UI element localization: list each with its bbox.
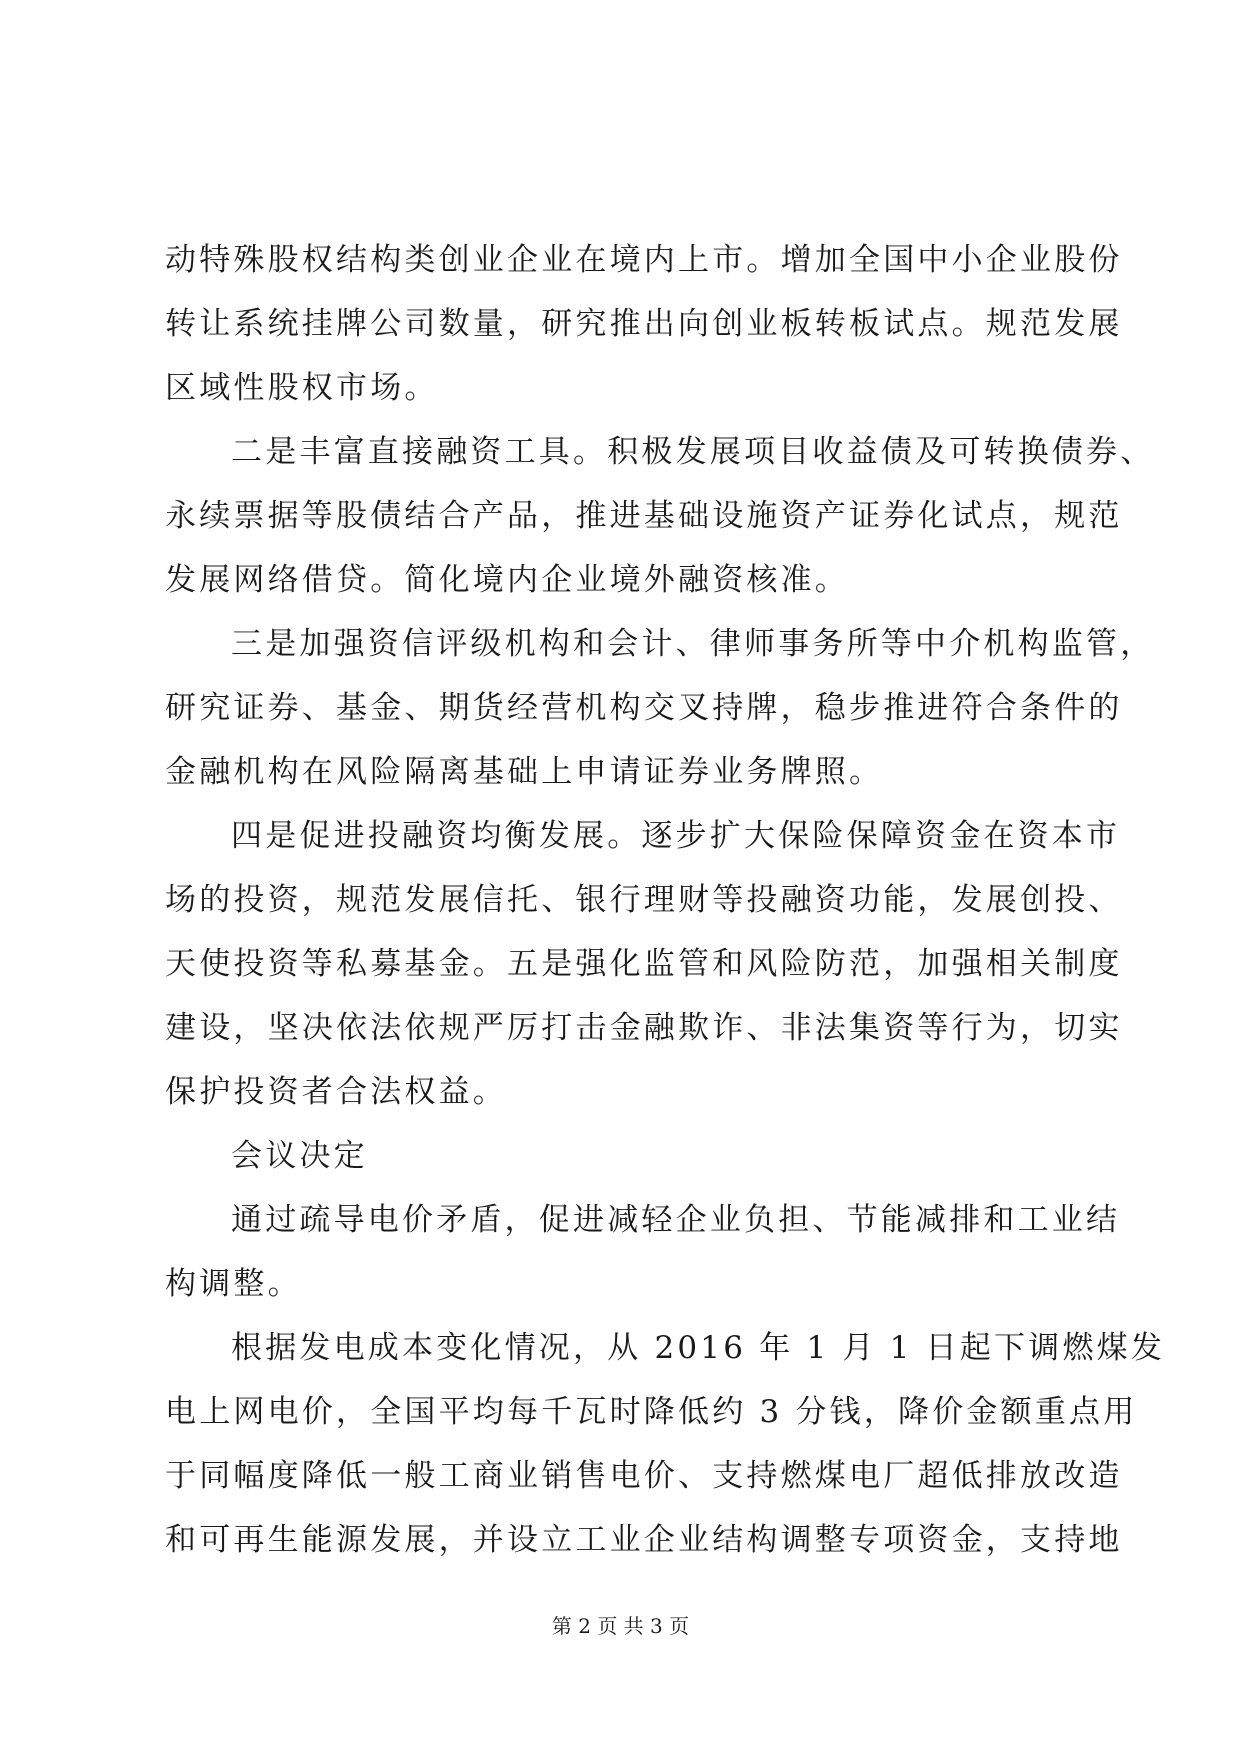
text-line: 转让系统挂牌公司数量，研究推出向创业板转板试点。规范发展 xyxy=(165,306,1123,342)
text-line: 根据发电成本变化情况，从 2016 年 1 月 1 日起下调燃煤发 xyxy=(231,1330,1166,1366)
text-line: 发展网络借贷。简化境内企业境外融资核准。 xyxy=(165,562,849,598)
text-line: 研究证券、基金、期货经营机构交叉持牌，稳步推进符合条件的 xyxy=(165,690,1123,726)
text-line: 通过疏导电价矛盾，促进减轻企业负担、节能减排和工业结 xyxy=(231,1202,1121,1238)
page-footer: 第 2 页 共 3 页 xyxy=(551,1614,690,1638)
text-line: 动特殊股权结构类创业企业在境内上市。增加全国中小企业股份 xyxy=(165,242,1123,278)
text-line: 三是加强资信评级机构和会计、律师事务所等中介机构监管， xyxy=(231,626,1155,662)
text-line: 构调整。 xyxy=(165,1266,302,1302)
document-body xyxy=(165,228,1166,1572)
text-line: 区域性股权市场。 xyxy=(165,370,439,406)
text-line: 四是促进投融资均衡发展。逐步扩大保险保障资金在资本市 xyxy=(231,818,1121,854)
text-line: 于同幅度降低一般工商业销售电价、支持燃煤电厂超低排放改造 xyxy=(165,1458,1123,1494)
text-line: 和可再生能源发展，并设立工业企业结构调整专项资金，支持地 xyxy=(165,1522,1123,1558)
text-line: 电上网电价，全国平均每千瓦时降低约 3 分钱，降价金额重点用 xyxy=(165,1394,1138,1430)
text-line: 永续票据等股债结合产品，推进基础设施资产证券化试点，规范 xyxy=(165,498,1123,534)
text-line: 二是丰富直接融资工具。积极发展项目收益债及可转换债券、 xyxy=(231,434,1155,470)
text-line: 会议决定 xyxy=(231,1138,368,1174)
text-line: 场的投资，规范发展信托、银行理财等投融资功能，发展创投、 xyxy=(165,882,1123,918)
text-line: 金融机构在风险隔离基础上申请证券业务牌照。 xyxy=(165,754,884,790)
text-line: 天使投资等私募基金。五是强化监管和风险防范，加强相关制度 xyxy=(165,946,1123,982)
text-line: 建设，坚决依法依规严厉打击金融欺诈、非法集资等行为，切实 xyxy=(165,1010,1123,1046)
text-line: 保护投资者合法权益。 xyxy=(165,1074,507,1110)
